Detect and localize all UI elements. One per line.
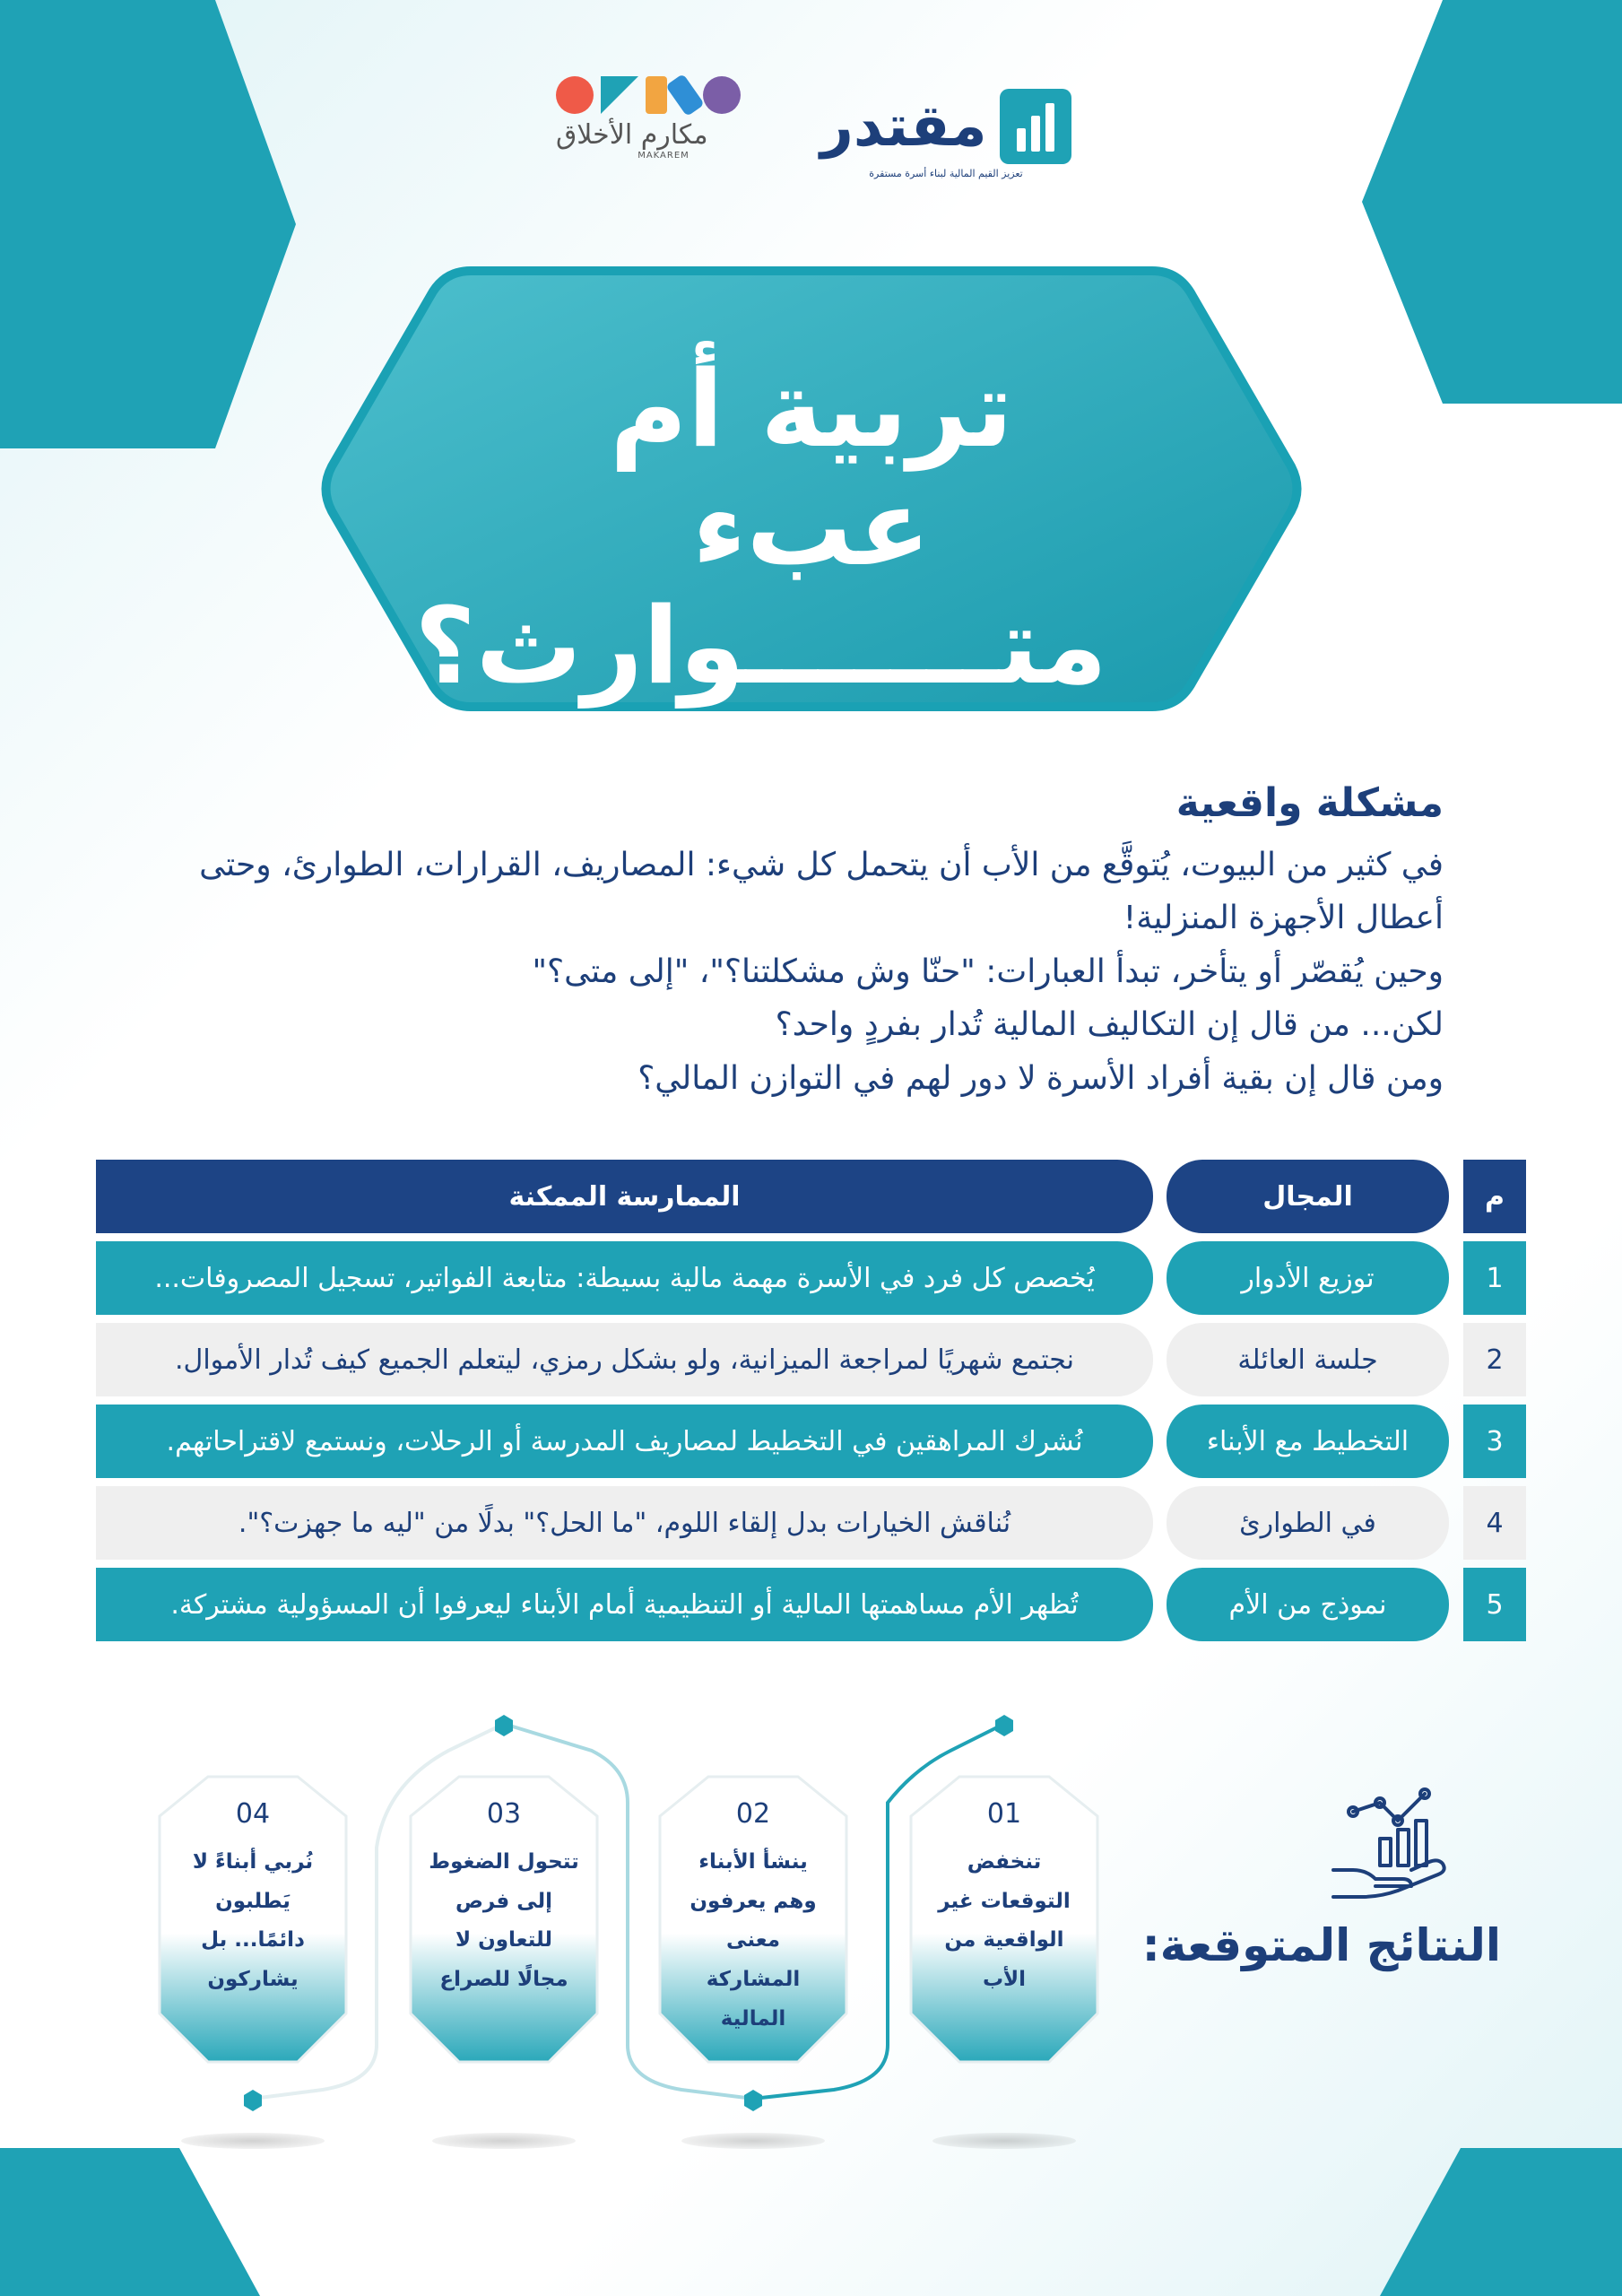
mqtadir-logo-tagline: تعزيز القيم المالية لبناء أسرة مستقرة [869,168,1023,179]
corner-top-left-shape [0,0,296,448]
hero-title-line2: متـــــــوارث؟ [414,584,1107,709]
outcome-card-4 [154,1771,351,2067]
hero-banner [318,260,1305,718]
problem-title: مشكلة واقعية [1175,780,1444,826]
row-practice: نجتمع شهريًا لمراجعة الميزانية، ولو بشكل رمزي، ليتعلم الجميع كيف تُدار الأموال. [96,1323,1153,1396]
table-row [96,1568,1526,1641]
row-field: التخطيط مع الأبناء [1167,1405,1449,1478]
makarem-shape-5 [556,76,594,114]
problem-line-4: ومن قال إن بقية أفراد الأسرة لا دور لهم في التوازن المالي؟ [638,1059,1444,1097]
practices-table [96,1160,1526,1649]
row-practice: نُناقش الخيارات بدل إلقاء اللوم، "ما الحل؟" بدلًا من "ليه ما جهزت؟". [96,1486,1153,1560]
header-field: المجال [1167,1160,1449,1233]
logos-bar [0,76,1622,184]
card-shadow [432,2133,576,2149]
table-row [96,1405,1526,1478]
row-practice: يُخصص كل فرد في الأسرة مهمة مالية بسيطة: متابعة الفواتير، تسجيل المصروفات... [96,1241,1153,1315]
mqtadir-logo [820,89,1071,178]
row-practice: تُظهر الأم مساهمتها المالية أو التنظيمية أمام الأبناء ليعرفوا أن المسؤولية مشتركة. [96,1568,1153,1641]
card-shadow [681,2133,825,2149]
makarem-shape-2 [665,74,705,117]
row-field: في الطوارئ [1167,1486,1449,1560]
header-practice: الممارسة الممكنة [96,1160,1153,1233]
outcome-number: 01 [986,1798,1022,1830]
hero-title [318,347,1305,709]
corner-bottom-left-shape [0,2148,260,2296]
header-num: م [1463,1160,1526,1233]
row-field: توزيع الأدوار [1167,1241,1449,1315]
row-num: 3 [1463,1405,1526,1478]
problem-line-2: وحين يُقصّر أو يتأخر، تبدأ العبارات: "حنّا وش مشكلتنا؟"، "إلى متى؟" [532,952,1444,990]
table-row [96,1241,1526,1315]
mqtadir-logo-icon [1000,89,1071,164]
outcome-number: 04 [235,1798,271,1830]
problem-section [179,780,1444,1105]
outcome-number: 03 [486,1798,522,1830]
row-num: 2 [1463,1323,1526,1396]
makarem-logo-shapes [556,76,771,114]
outcome-card-2 [655,1771,852,2067]
makarem-logo [556,76,771,175]
row-practice: نُشرك المراهقين في التخطيط لمصاريف المدرسة أو الرحلات، ونستمع لاقتراحاتهم. [96,1405,1153,1478]
table-header-row [96,1160,1526,1233]
mqtadir-logo-wordmark: مقتدر [820,93,987,160]
row-num: 1 [1463,1241,1526,1315]
row-num: 4 [1463,1486,1526,1560]
outcome-text: نُربي أبناءً لا يَطلبون دائمًا... بل يشاركون [192,1850,314,1992]
makarem-shape-1 [703,76,741,114]
problem-line-1: في كثير من البيوت، يُتوقَّع من الأب أن يتحمل كل شيء: المصاريف، القرارات، الطوارئ، وحتى أعطال الأجهزة المنزلية! [199,847,1444,937]
outcome-text: تنخفض التوقعات غير الواقعية من الأب [938,1850,1071,1992]
outcome-card-3 [405,1771,603,2067]
outcome-text: ينشأ الأبناء وهم يعرفون معنى المشاركة المالية [690,1850,817,2031]
corner-bottom-right-shape [1380,2148,1622,2296]
row-field: جلسة العائلة [1167,1323,1449,1396]
card-shadow [181,2133,325,2149]
outcome-number: 02 [735,1798,771,1830]
growth-hand-icon [1326,1785,1452,1901]
hero-title-line1: تربية أم عبء [610,347,1013,590]
row-field: نموذج من الأم [1167,1568,1449,1641]
outcome-text: تتحول الضغوط إلى فرص للتعاون لا مجالًا للصراع [429,1850,579,1992]
makarem-logo-subtext: MAKAREM [638,151,690,161]
makarem-shape-4 [601,76,638,114]
outcomes-title: النتائج المتوقعة: [1141,1919,1501,1971]
card-shadow [932,2133,1076,2149]
problem-line-3: لكن... من قال إن التكاليف المالية تُدار بفردٍ واحد؟ [775,1006,1444,1044]
table-row [96,1323,1526,1396]
outcome-card-1 [906,1771,1103,2067]
makarem-shape-3 [646,76,667,114]
corner-top-right-shape [1362,0,1622,404]
makarem-logo-text: مكارم الأخلاق [556,119,708,151]
row-num: 5 [1463,1568,1526,1641]
table-row [96,1486,1526,1560]
